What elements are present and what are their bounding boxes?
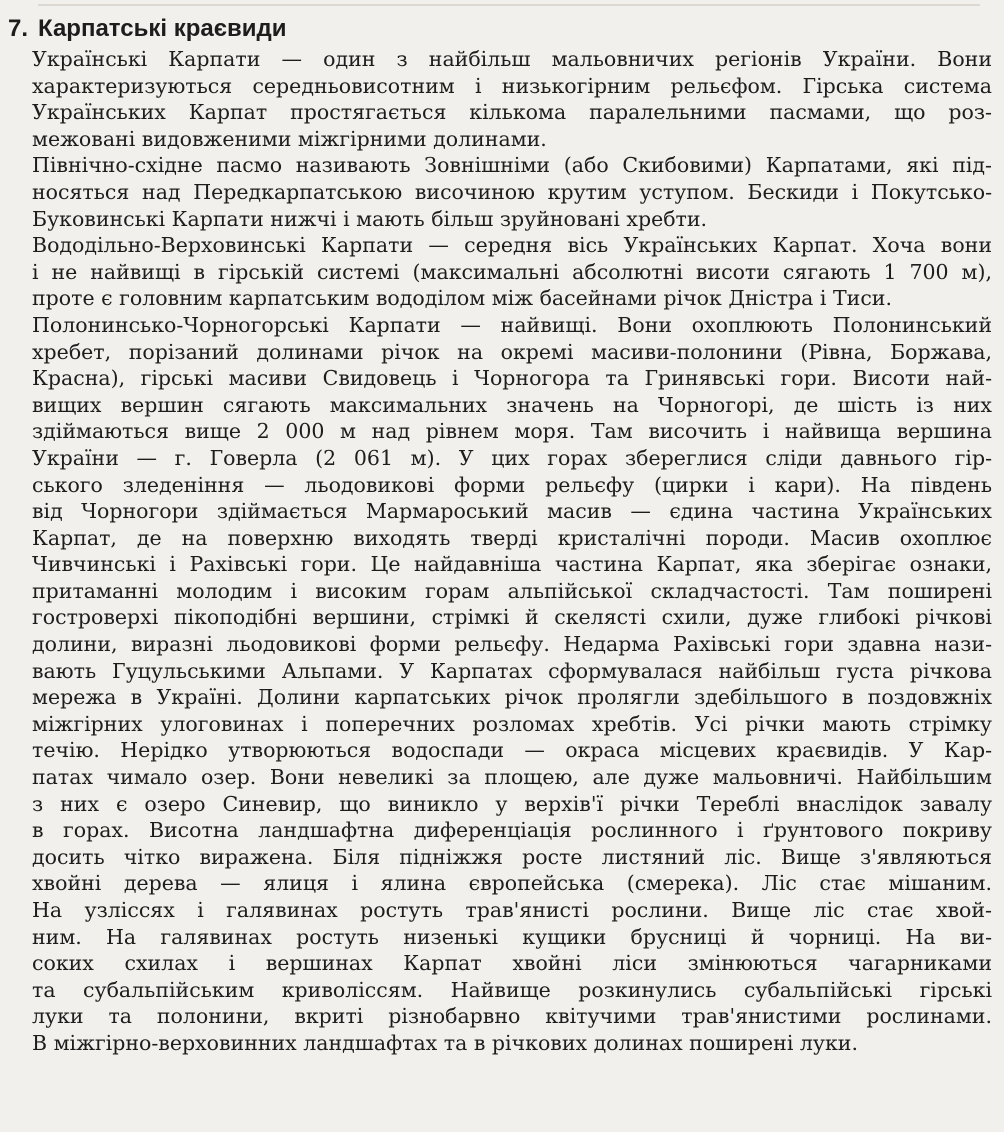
text-line: з них є озеро Синевир, що виникло у верхів'ї річки Тереблі внаслідок завалу [32, 791, 992, 816]
text-line: соких схилах і вершинах Карпат хвойні ліси змінюються чагарниками [32, 951, 992, 976]
text-line: течію. Нерідко утворюються водоспади — окраса місцевих краєвидів. У Кар- [32, 738, 992, 763]
text-line: від Чорногори здіймається Мармароський масив — єдина частина Українських [32, 499, 992, 524]
text-line: здіймаються вище 2 000 м над рівнем моря. Там височить і найвища вершина [32, 419, 992, 444]
text-line: Північно-східне пасмо називають Зовнішніми (або Скибовими) Карпатами, які під- [32, 153, 992, 178]
paragraph [32, 46, 992, 152]
text-line: Чивчинські і Рахівські гори. Це найдавніша частина Карпат, яка зберігає ознаки, [32, 552, 992, 577]
paragraph [32, 152, 992, 232]
text-line: Українські Карпати — один з найбільш мальовничих регіонів України. Вони [32, 47, 992, 71]
text-line: межовані видовженими міжгірними долинами. [32, 126, 547, 151]
text-line: В міжгірно-верховинних ландшафтах та в річкових долинах поширені луки. [32, 1030, 858, 1055]
text-line: носяться над Передкарпатською височиною крутим уступом. Бескиди і Покутсько- [32, 179, 992, 204]
text-line: і не найвищі в гірській системі (максимальні абсолютні висоти сягають 1 700 м), [32, 259, 992, 284]
text-line: мережа в Україні. Долини карпатських річок пролягли здебільшого в поздовжніх [32, 685, 992, 710]
text-line: проте є головним карпатським вододілом між басейнами річок Дністра і Тиси. [32, 286, 892, 311]
text-line: вають Гуцульськими Альпами. У Карпатах сформувалася найбільш густа річкова [32, 658, 992, 683]
section-number: 7. [8, 15, 29, 42]
text-line: досить чітко виражена. Біля підніжжя росте листяний ліс. Вище з'являються [32, 844, 992, 869]
text-line: гостроверхі пікоподібні вершини, стрімкі й скелясті схили, дуже глибокі річкові [32, 605, 992, 630]
text-line: Вододільно-Верховинські Карпати — середня вісь Українських Карпат. Хоча вони [32, 233, 992, 258]
body-text [32, 46, 992, 1057]
text-line: в горах. Висотна ландшафтна диференціація рослинного і ґрунтового покриву [32, 818, 992, 843]
paragraph [32, 232, 992, 312]
section-heading [8, 14, 980, 44]
cropped-previous-line [38, 4, 980, 14]
text-line: Полонинсько-Чорногорські Карпати — найвищі. Вони охоплюють Полонинський [32, 312, 992, 337]
text-line: хвойні дерева — ялиця і ялина європейська (смерека). Ліс стає мішаним. [32, 871, 992, 896]
text-line: патах чимало озер. Вони невеликі за площею, але дуже мальовничі. Найбільшим [32, 765, 992, 790]
text-line: Красна), гірські масиви Свидовець і Чорногора та Гринявські гори. Висоти най- [32, 366, 992, 391]
text-line: Карпат, де на поверхню виходять тверді кристалічні породи. Масив охоплює [32, 525, 992, 550]
section-title: Карпатські краєвиди [38, 15, 287, 42]
text-line: України — г. Говерла (2 061 м). У цих горах збереглися сліди давнього гір- [32, 445, 992, 470]
text-line: міжгірних улоговинах і поперечних розломах хребтів. Усі річки мають стрімку [32, 711, 992, 736]
text-line: ним. На галявинах ростуть низенькі кущики брусниці й чорниці. На ви- [32, 924, 992, 949]
text-line: долини, виразні льодовикові форми рельєфу. Недарма Рахівські гори здавна нази- [32, 632, 992, 657]
text-line: характеризуються середньовисотним і низькогірним рельєфом. Гірська система [32, 73, 992, 98]
text-line: вищих вершин сягають максимальних значень на Чорногорі, де шість із них [32, 392, 992, 417]
text-line: луки та полонини, вкриті різнобарвно квітучими трав'янистими рослинами. [32, 1004, 992, 1029]
text-line: Українських Карпат простягається кількома паралельними пасмами, що роз- [32, 100, 992, 125]
text-line: притаманні молодим і високим горам альпійської складчастості. Там поширені [32, 578, 992, 603]
text-line: та субальпійським криволіссям. Найвище розкинулись субальпійські гірські [32, 977, 992, 1002]
text-line: Буковинські Карпати нижчі і мають більш зруйновані хребти. [32, 206, 708, 231]
text-line: хребет, порізаний долинами річок на окремі масиви-полонини (Рівна, Боржава, [32, 339, 992, 364]
text-line: ського зледеніння — льодовикові форми рельєфу (цирки і кари). На південь [32, 472, 992, 497]
text-line: На узліссях і галявинах ростуть трав'янисті рослини. Вище ліс стає хвой- [32, 898, 992, 922]
paragraph [32, 312, 992, 1057]
